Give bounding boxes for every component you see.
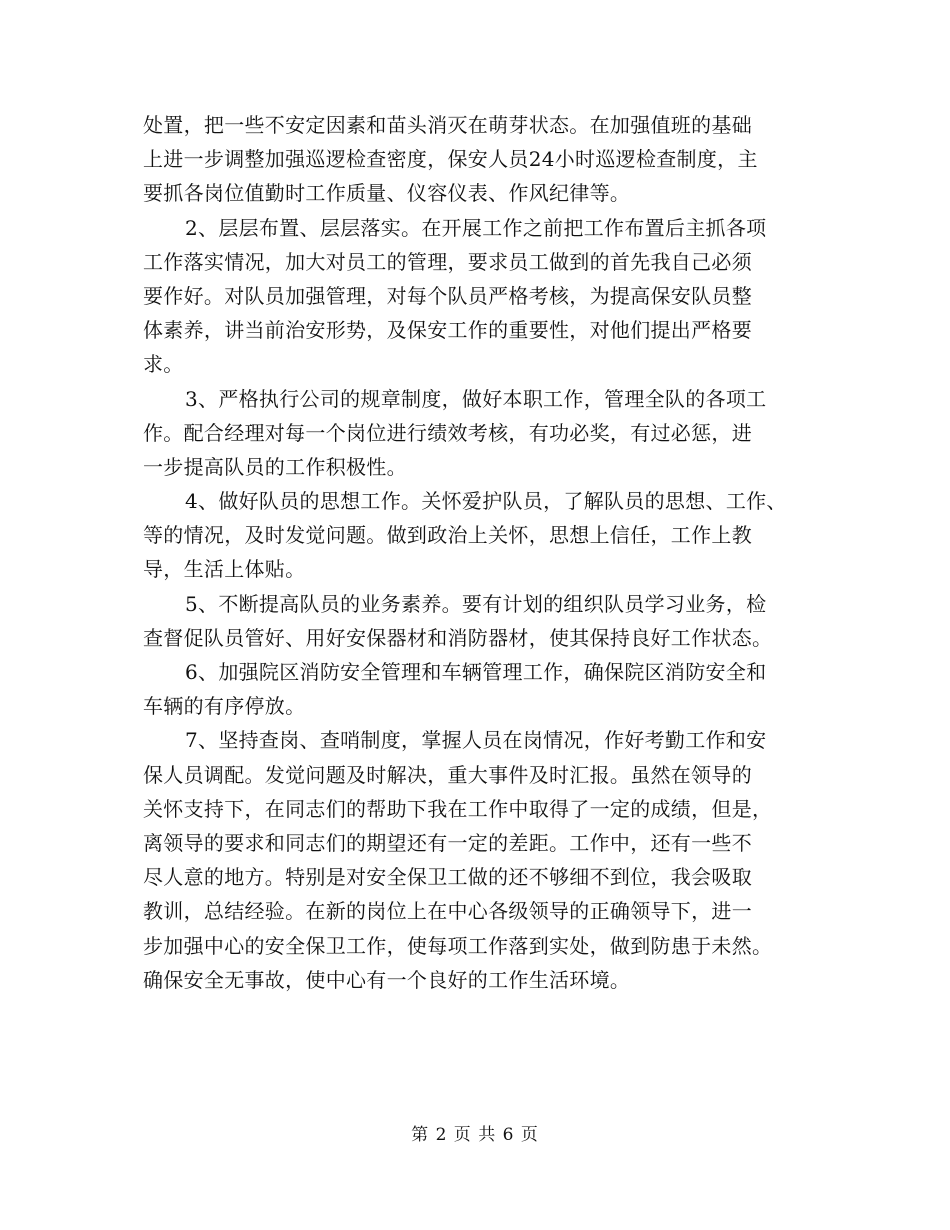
text-line: 体素养，讲当前治安形势，及保安工作的重要性，对他们提出严格要 [143, 318, 752, 343]
text-line: 2、层层布置、层层落实。在开展工作之前把工作布置后主抓各项 [185, 215, 767, 240]
text-line: 步加强中心的安全保卫工作，使每项工作落到实处，做到防患于未然。 [143, 933, 773, 958]
text-line: 尽人意的地方。特别是对安全保卫工做的还不够细不到位，我会吸取 [143, 865, 752, 890]
text-line: 要抓各岗位值勤时工作质量、仪容仪表、作风纪律等。 [143, 181, 631, 206]
text-line: 要作好。对队员加强管理，对每个队员严格考核，为提高保安队员整 [143, 283, 752, 308]
text-line: 求。 [143, 352, 184, 377]
text-line: 5、不断提高队员的业务素养。要有计划的组织队员学习业务，检 [185, 591, 767, 616]
text-line: 作。配合经理对每一个岗位进行绩效考核，有功必奖，有过必惩，进 [143, 420, 752, 445]
text-line: 一步提高队员的工作积极性。 [143, 454, 407, 479]
text-line: 教训，总结经验。在新的岗位上在中心各级领导的正确领导下，进一 [143, 899, 752, 924]
text-line: 上进一步调整加强巡逻检查密度，保安人员24小时巡逻检查制度，主 [143, 147, 758, 172]
text-line: 关怀支持下，在同志们的帮助下我在工作中取得了一定的成绩，但是， [143, 796, 773, 821]
text-line: 6、加强院区消防安全管理和车辆管理工作，确保院区消防安全和 [185, 660, 767, 684]
document-body [143, 108, 833, 997]
text-line: 确保安全无事故，使中心有一个良好的工作生活环境。 [143, 967, 631, 992]
text-line: 查督促队员管好、用好安保器材和消防器材，使其保持良好工作状态。 [143, 625, 773, 650]
text-line: 7、坚持查岗、查哨制度，掌握人员在岗情况，作好考勤工作和安 [185, 728, 767, 753]
text-line: 导，生活上体贴。 [143, 557, 306, 582]
text-line: 工作落实情况，加大对员工的管理，要求员工做到的首先我自己必须 [143, 249, 752, 274]
text-line: 离领导的要求和同志们的期望还有一定的差距。工作中，还有一些不 [143, 830, 752, 855]
text-line: 3、严格执行公司的规章制度，做好本职工作，管理全队的各项工 [185, 386, 767, 411]
text-line: 4、做好队员的思想工作。关怀爱护队员，了解队员的思想、工作、 [185, 489, 787, 514]
text-line: 等的情况，及时发觉问题。做到政治上关怀，思想上信任，工作上教 [143, 523, 752, 548]
page-footer: 第 2 页 共 6 页 [411, 1125, 539, 1145]
text-line: 车辆的有序停放。 [143, 694, 306, 719]
text-line: 保人员调配。发觉问题及时解决，重大事件及时汇报。虽然在领导的 [143, 762, 752, 787]
text-line: 处置，把一些不安定因素和苗头消灭在萌芽状态。在加强值班的基础 [143, 113, 752, 137]
